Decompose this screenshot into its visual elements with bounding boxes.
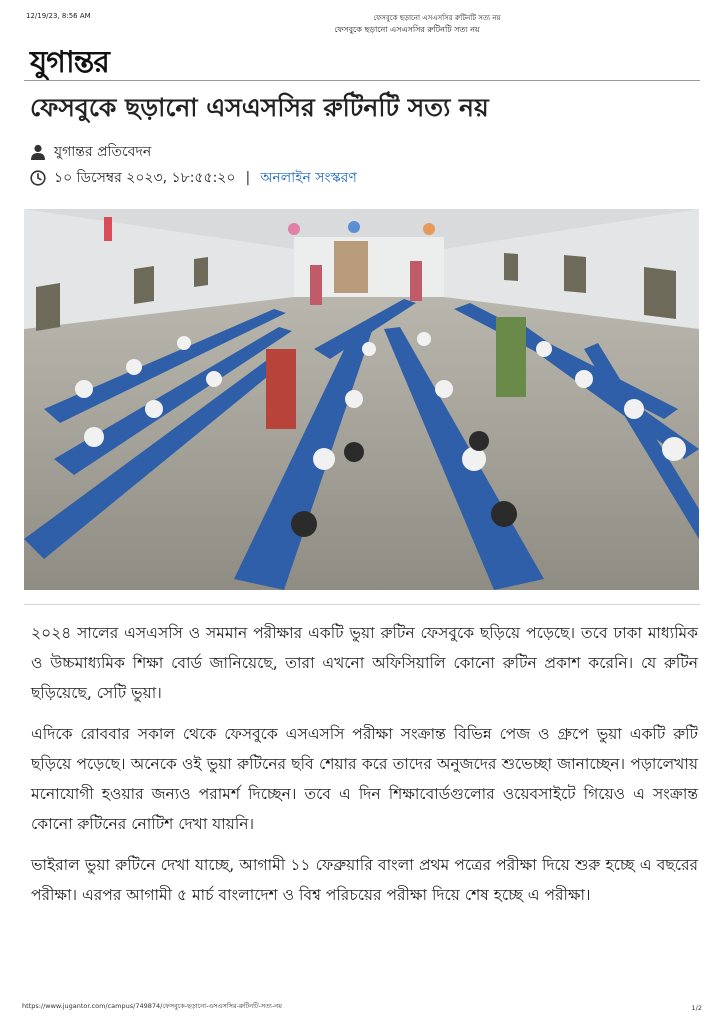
print-timestamp: 12/19/23, 8:56 AM	[26, 12, 91, 20]
edition-link[interactable]: অনলাইন সংস্করণ	[260, 170, 357, 186]
article-paragraph: এদিকে রোববার সকাল থেকে ফেসবুকে এসএসসি পরীক্ষা সংক্রান্ত বিভিন্ন পেজ ও গ্রুপে ভুয়া একটি রুটি ছড়িয়ে পড়েছে। অনেকে ওই ভুয়া রুটিনের ছবি শেয়ার করে তাদের অনুজদের শুভেচ্ছা জানাচ্ছেন। পড়ালেখায় মনোযোগী হওয়ার জন্যও পরামর্শ দিচ্ছেন। তবে এ দিন শিক্ষাবোর্ডগুলোর ওয়েবসাইটে গিয়েও এ সংক্রান্ত কোনো রুটিনের নোটিশ দেখা যায়নি।	[31, 725, 698, 833]
article-photo	[24, 209, 699, 590]
article-paragraph: ভাইরাল ভুয়া রুটিনে দেখা যাচ্ছে, আগামী ১১ ফেব্রুয়ারি বাংলা প্রথম পত্রের পরীক্ষা দিয়ে শুরু হচ্ছে এ বছরের পরীক্ষা। এরপর আগামী ৫ মার্চ বাংলাদেশ ও বিশ্ব পরিচয়ের পরীক্ষা দিয়ে শেষ হচ্ছে এ পরীক্ষা।	[31, 856, 698, 904]
publish-datetime: ১০ ডিসেম্বর ২০২৩, ১৮:৫৫:২০	[54, 170, 236, 186]
article-paragraph: ২০২৪ সালের এসএসসি ও সমমান পরীক্ষার একটি ভুয়া রুটিন ফেসবুকে ছড়িয়ে পড়েছে। তবে ঢাকা মাধ্যমিক ও উচ্চমাধ্যমিক শিক্ষা বোর্ড জানিয়েছে, তারা এখনো অফিসিয়ালি কোনো রুটিন প্রকাশ করেনি। যে রুটিন ছড়িয়েছে, সেটি ভুয়া।	[31, 624, 698, 702]
dateline-row	[30, 166, 357, 190]
article-body	[31, 618, 698, 921]
article-headline: ফেসবুকে ছড়ানো এসএসসির রুটিনটি সত্য নয়	[30, 93, 489, 122]
print-page-title: ফেসবুকে ছড়ানো এসএসসির রুটিনটি সত্য নয়	[373, 14, 501, 22]
meta-separator: |	[245, 170, 251, 186]
photo-divider	[24, 604, 700, 605]
site-logo[interactable]: যুগান্তর	[30, 45, 109, 80]
author-name[interactable]: যুগান্তর প্রতিবেদন	[54, 144, 152, 160]
exam-hall-photo	[24, 209, 699, 590]
page-number: 1/2	[691, 1004, 702, 1012]
clock-icon	[30, 170, 46, 186]
header-divider	[24, 80, 700, 81]
author-row	[30, 140, 151, 164]
footer-url[interactable]: https://www.jugantor.com/campus/749874/ফেসবুকে-ছড়ানো-এসএসসির-রুটিনটি-সত্য-নয়	[22, 1002, 282, 1010]
print-subtitle: ফেসবুকে ছড়ানো এসএসসির রুটিনটি সত্য নয়	[334, 25, 480, 34]
user-icon	[30, 144, 46, 160]
